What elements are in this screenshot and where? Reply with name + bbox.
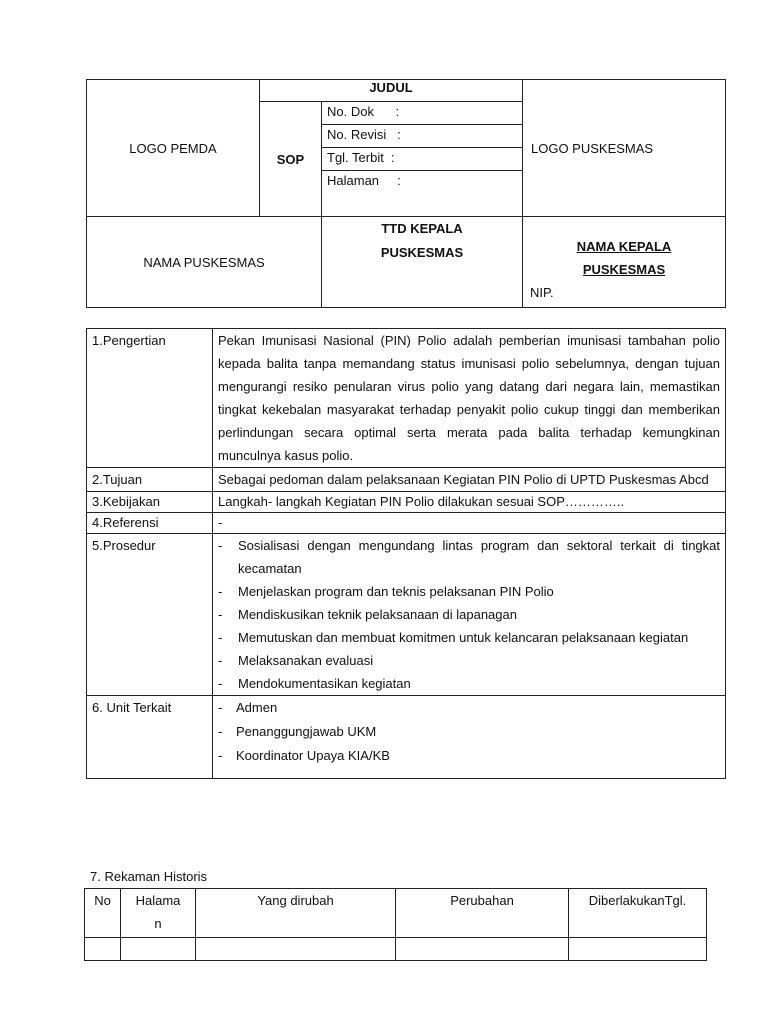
prosedur-item: - Mendiskusikan teknik pelaksanaan di lapanagan xyxy=(218,603,720,626)
halaman-field: Halaman : xyxy=(322,171,523,217)
prosedur-item: - Sosialisasi dengan mengundang lintas program dan sektoral terkait di tingkat kecamatan xyxy=(218,534,720,580)
nip-label: NIP. xyxy=(530,285,554,300)
unit-terkait-label: 6. Unit Terkait xyxy=(87,696,213,779)
col-yang-dirubah: Yang dirubah xyxy=(196,889,396,938)
nama-puskesmas: NAMA PUSKESMAS xyxy=(87,217,322,308)
unit-item: - Koordinator Upaya KIA/KB xyxy=(218,744,720,768)
tujuan-label: 2.Tujuan xyxy=(87,468,213,492)
col-no: No xyxy=(85,889,121,938)
rekaman-historis-table xyxy=(84,888,707,961)
logo-puskesmas: LOGO PUSKESMAS xyxy=(523,80,726,217)
logo-pemda: LOGO PEMDA xyxy=(87,80,260,217)
unit-terkait-list-cell xyxy=(213,696,726,779)
prosedur-item: - Melaksanakan evaluasi xyxy=(218,649,720,672)
pengertian-label: 1.Pengertian xyxy=(87,329,213,468)
no-dok-field: No. Dok : xyxy=(322,102,523,125)
pengertian-text: Pekan Imunisasi Nasional (PIN) Polio adalah pemberian imunisasi tambahan polio kepada balita tanpa memandang status imunisasi polio sebelumnya, dengan tujuan mengurangi resiko penularan virus polio yang datang dari negara lain, memastikan tingkat kekebalan masyarakat terhadap penyakit polio cukup tinggi dan memberikan perlindungan secara optimal serta merata pada balita terhadap kemungkinan munculnya kasus polio. xyxy=(213,329,726,468)
empty-cell xyxy=(121,938,196,961)
prosedur-item: - Memutuskan dan membuat komitmen untuk kelancaran pelaksanaan kegiatan xyxy=(218,626,720,649)
nama-kepala-line-1: NAMA KEPALA xyxy=(576,239,672,254)
empty-cell xyxy=(569,938,707,961)
ttd-line-2: PUSKESMAS xyxy=(380,245,464,260)
nama-kepala-line-2: PUSKESMAS xyxy=(582,262,666,277)
nama-kepala-puskesmas xyxy=(523,217,726,308)
sop-content-table xyxy=(86,328,726,779)
rekaman-historis-title: 7. Rekaman Historis xyxy=(90,869,208,884)
table-row xyxy=(85,938,707,961)
referensi-label: 4.Referensi xyxy=(87,513,213,534)
empty-cell xyxy=(396,938,569,961)
empty-cell xyxy=(85,938,121,961)
col-perubahan: Perubahan xyxy=(396,889,569,938)
judul-cell: JUDUL xyxy=(260,80,523,102)
kebijakan-label: 3.Kebijakan xyxy=(87,492,213,513)
unit-item: - Admen xyxy=(218,696,720,720)
prosedur-item: - Menjelaskan program dan teknis pelaksanan PIN Polio xyxy=(218,580,720,603)
referensi-text: - xyxy=(213,513,726,534)
unit-item: - Penanggungjawab UKM xyxy=(218,720,720,744)
col-diberlakukan-tgl: DiberlakukanTgl. xyxy=(569,889,707,938)
prosedur-list-cell xyxy=(213,534,726,696)
empty-cell xyxy=(196,938,396,961)
unit-terkait-list xyxy=(218,696,720,768)
prosedur-list xyxy=(218,534,720,695)
kebijakan-text: Langkah- langkah Kegiatan PIN Polio dilakukan sesuai SOP………….. xyxy=(213,492,726,513)
ttd-kepala-puskesmas xyxy=(322,217,523,308)
tujuan-text: Sebagai pedoman dalam pelaksanaan Kegiatan PIN Polio di UPTD Puskesmas Abcd xyxy=(213,468,726,492)
prosedur-item: - Mendokumentasikan kegiatan xyxy=(218,672,720,695)
no-revisi-field: No. Revisi : xyxy=(322,125,523,148)
prosedur-label: 5.Prosedur xyxy=(87,534,213,696)
sop-label: SOP xyxy=(260,102,322,217)
tgl-terbit-field: Tgl. Terbit : xyxy=(322,148,523,171)
ttd-line-1: TTD KEPALA xyxy=(381,221,463,236)
sop-header-table xyxy=(86,79,726,308)
col-halaman: Halama n xyxy=(121,889,196,938)
